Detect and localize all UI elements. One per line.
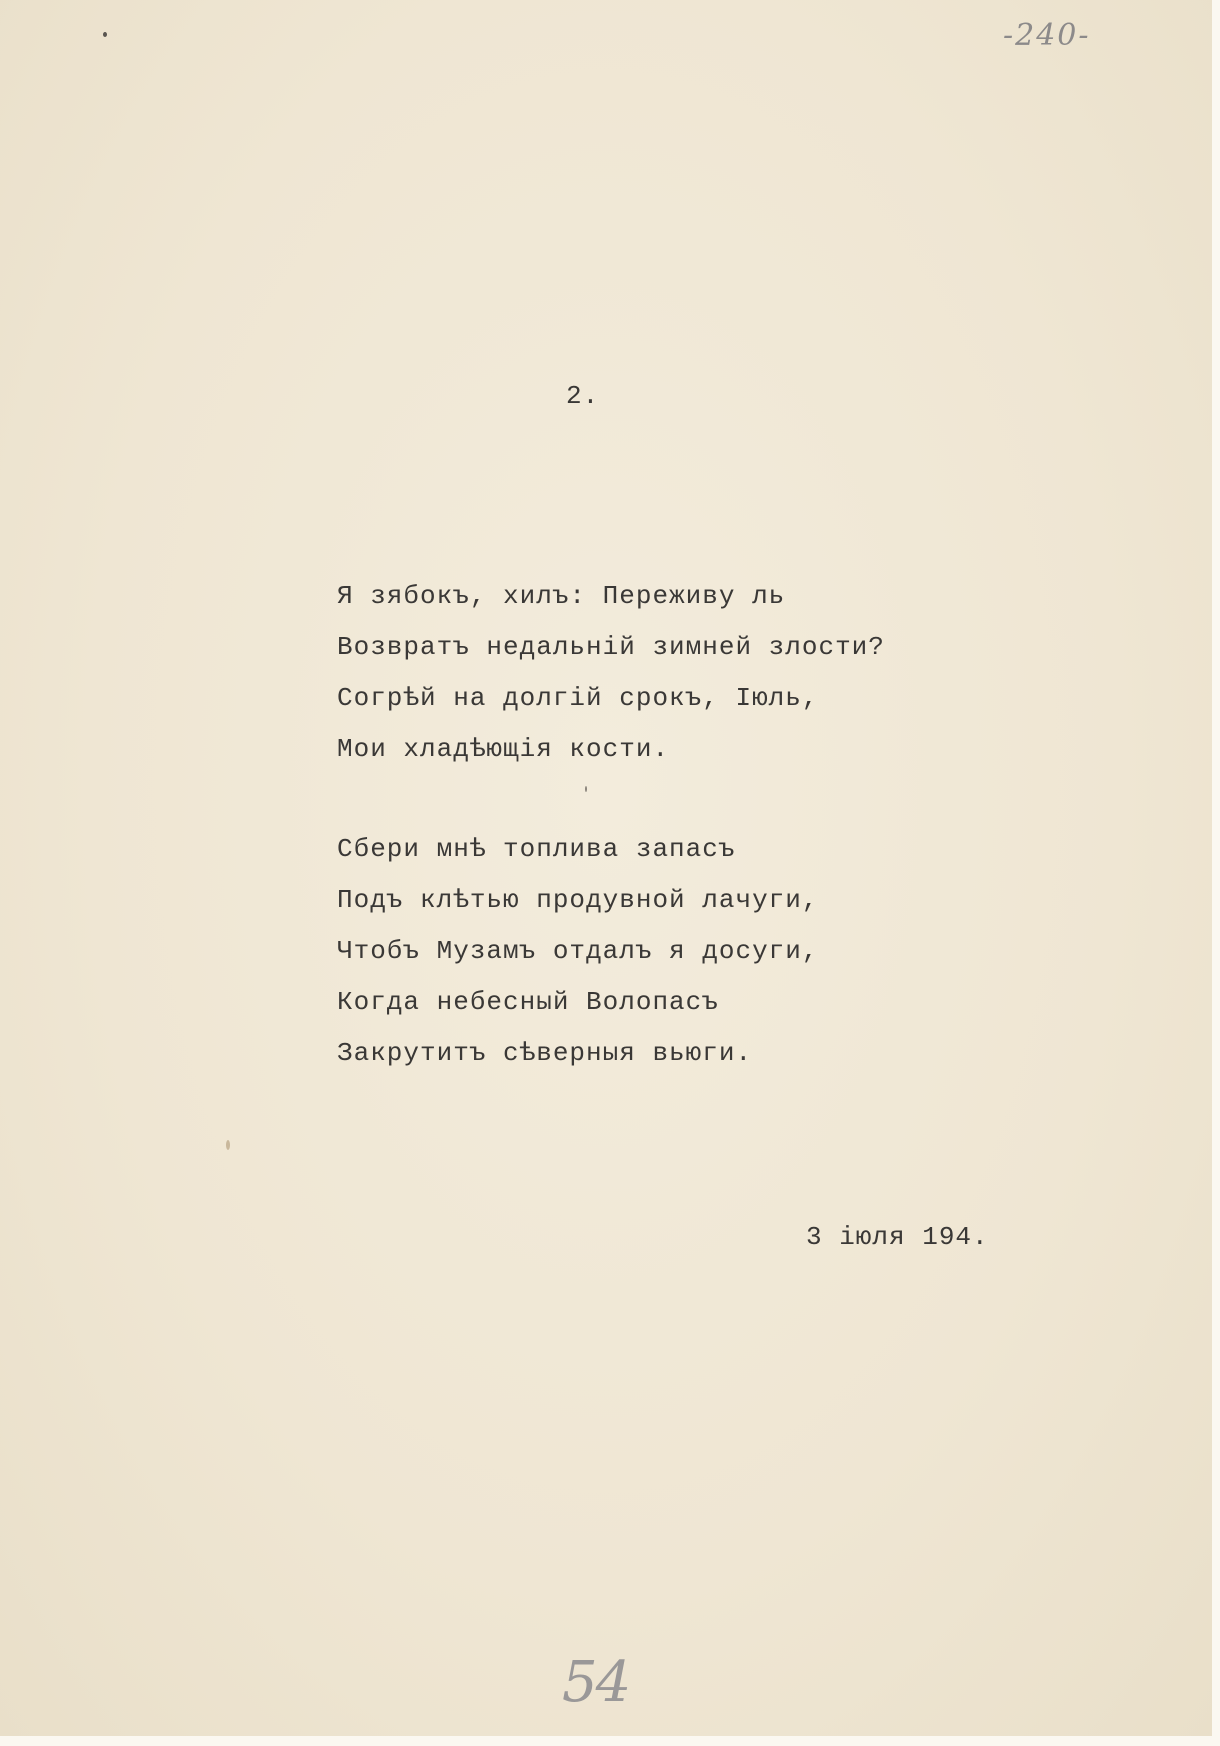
poem-line: Возвратъ недальній зимней злости? bbox=[337, 632, 885, 662]
poem-line: Мои хладѣющія кости. bbox=[337, 734, 670, 764]
poem-line: Согрѣй на долгій срокъ, Іюль, bbox=[337, 683, 819, 713]
stanza-2 bbox=[337, 831, 885, 1086]
poem-line: Закрутитъ сѣверныя вьюги. bbox=[337, 1038, 753, 1068]
poem-line: Сбери мнѣ топлива запасъ bbox=[337, 834, 736, 864]
poem-line: Подъ клѣтью продувной лачуги, bbox=[337, 885, 819, 915]
date-line: 3 іюля 194. bbox=[806, 1222, 989, 1252]
ink-speck bbox=[585, 786, 587, 792]
poem-line: Я зябокъ, хилъ: Переживу ль bbox=[337, 581, 786, 611]
poem-line: Когда небесный Волопасъ bbox=[337, 987, 719, 1017]
stanza-1 bbox=[337, 578, 885, 782]
ink-speck bbox=[103, 32, 107, 37]
ink-speck bbox=[226, 1140, 230, 1150]
poem-line: Чтобъ Музамъ отдалъ я досуги, bbox=[337, 936, 819, 966]
archive-mark: 54 bbox=[562, 1650, 630, 1715]
poem bbox=[337, 578, 885, 1086]
section-number: 2. bbox=[566, 381, 600, 411]
page-number: -240- bbox=[1003, 18, 1091, 53]
